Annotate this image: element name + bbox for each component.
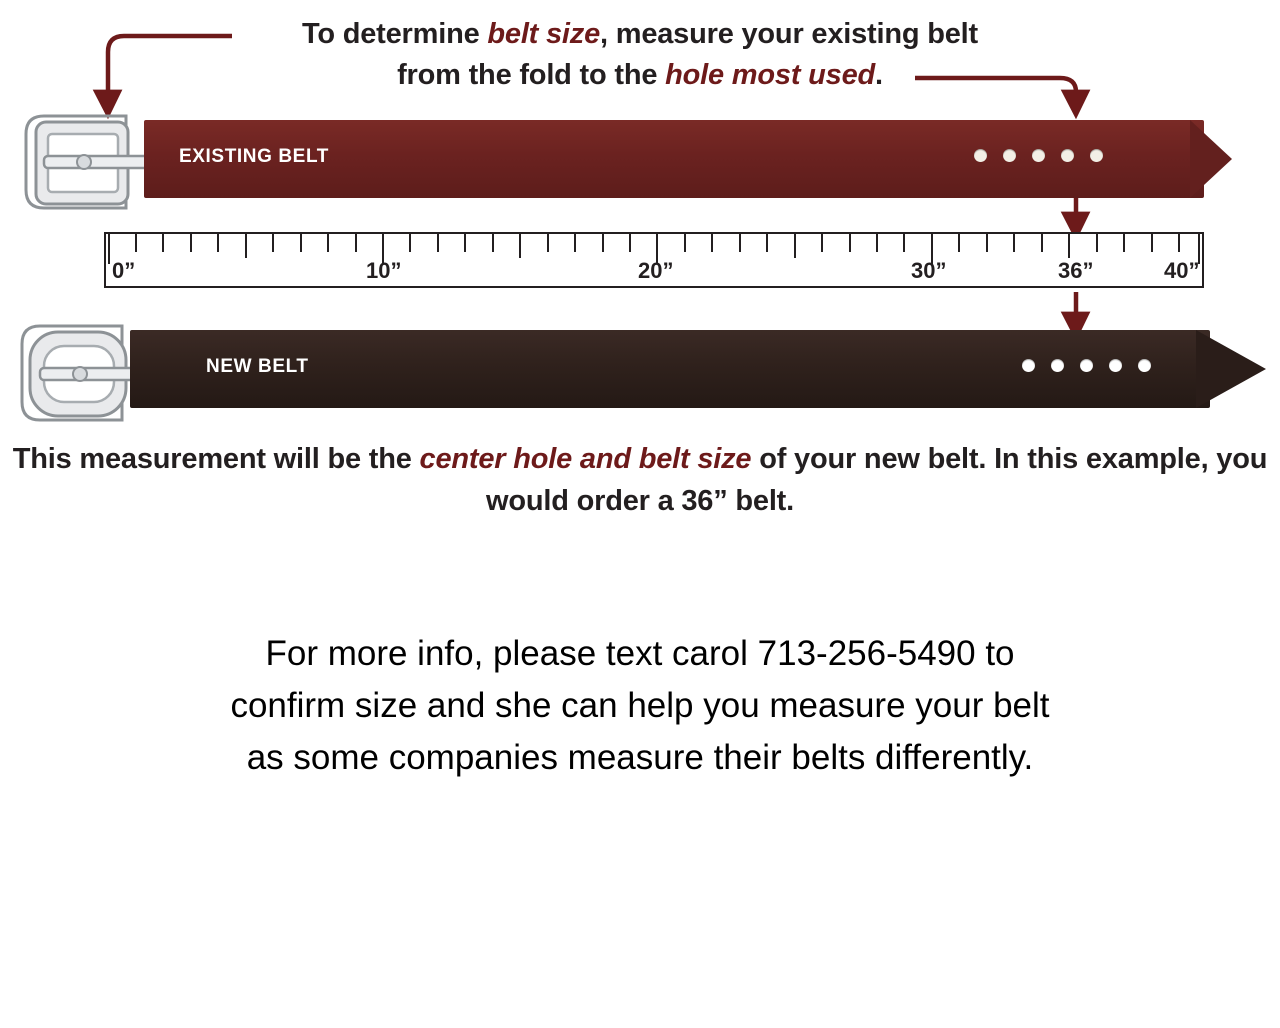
- top-instruction-emphasis-hole-most-used: hole most used: [665, 59, 876, 92]
- top-instruction-line1-b: , measure your existing belt: [600, 18, 978, 50]
- contact-info: [90, 628, 1190, 783]
- new-belt: [10, 318, 1270, 430]
- buckle-icon: [14, 108, 154, 218]
- belt-hole: [1138, 359, 1151, 372]
- contact-line-3: as some companies measure their belts differently.: [246, 737, 1034, 777]
- existing-belt: [14, 108, 1230, 218]
- ruler-label-10: 10”: [366, 258, 402, 283]
- ruler-label-40: 40”: [1164, 258, 1200, 283]
- bottom-instruction-emphasis: center hole and belt size: [419, 443, 752, 475]
- top-instruction: [0, 14, 1280, 96]
- bottom-instruction-line2: In this example, you would order a 36” belt.: [485, 443, 1268, 518]
- belt-hole: [1003, 149, 1016, 162]
- belt-hole: [974, 149, 987, 162]
- top-instruction-line1-a: To determine: [301, 18, 488, 50]
- bottom-instruction-line1-b: of your new belt.: [751, 443, 987, 475]
- top-instruction-emphasis-belt-size: belt size: [487, 18, 601, 50]
- belt-hole: [1032, 149, 1045, 162]
- ruler: [104, 232, 1204, 288]
- contact-line-2: confirm size and she can help you measure your belt: [230, 685, 1050, 725]
- contact-line-1: For more info, please text carol 713-256-5490 to: [265, 634, 1015, 673]
- belt-hole: [1022, 359, 1035, 372]
- new-belt-holes: [1022, 359, 1151, 372]
- belt-hole: [1080, 359, 1093, 372]
- ruler-label-0: 0”: [112, 258, 136, 283]
- buckle-icon: [10, 318, 150, 430]
- ruler-label-30: 30”: [911, 258, 947, 283]
- ruler-label-36: 36”: [1058, 258, 1094, 283]
- ruler-label-20: 20”: [638, 258, 674, 283]
- existing-belt-label: EXISTING BELT: [179, 146, 329, 167]
- new-belt-label: NEW BELT: [206, 356, 309, 377]
- belt-hole: [1109, 359, 1122, 372]
- belt-hole: [1090, 149, 1103, 162]
- top-instruction-line2-a: from the fold to the: [397, 59, 666, 92]
- bottom-instruction: [0, 438, 1280, 522]
- belt-hole: [1061, 149, 1074, 162]
- new-belt-tip: [1196, 330, 1266, 408]
- existing-belt-holes: [974, 149, 1103, 162]
- bottom-instruction-line1-a: This measurement will be the: [12, 443, 420, 475]
- top-instruction-line2-b: .: [875, 59, 883, 92]
- belt-hole: [1051, 359, 1064, 372]
- existing-belt-tip: [1190, 120, 1232, 198]
